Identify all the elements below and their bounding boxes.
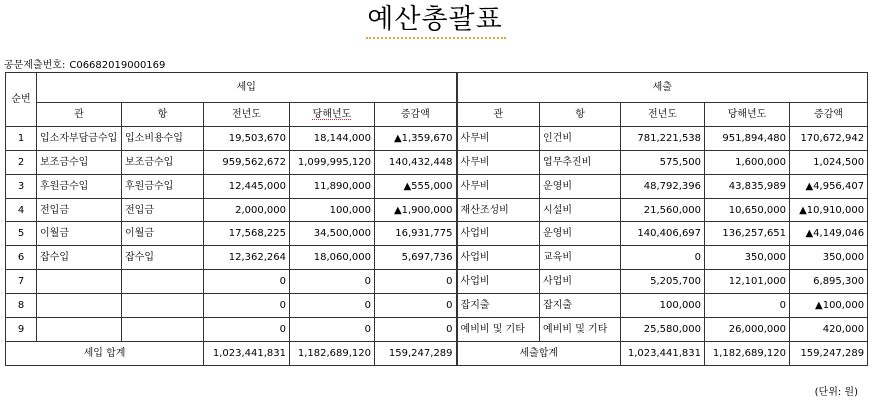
expense-current-year: 350,000 — [705, 246, 790, 270]
revenue-total-label: 세입 합계 — [6, 341, 204, 365]
expense-hang: 인건비 — [540, 126, 621, 150]
expense-change: 350,000 — [790, 246, 868, 270]
header-expense-prev: 전년도 — [621, 103, 705, 127]
revenue-hang — [122, 270, 204, 294]
revenue-gwan: 입소자부담금수입 — [37, 126, 122, 150]
expense-prev-year: 48,792,396 — [621, 174, 705, 198]
revenue-change: ▲1,359,670 — [375, 126, 457, 150]
revenue-hang: 보조금수입 — [122, 150, 204, 174]
revenue-gwan: 보조금수입 — [37, 150, 122, 174]
expense-current-year: 0 — [705, 294, 790, 318]
expense-prev-year: 781,221,538 — [621, 126, 705, 150]
expense-hang: 교육비 — [540, 246, 621, 270]
expense-gwan: 재산조성비 — [457, 198, 540, 222]
revenue-current-year: 34,500,000 — [290, 222, 375, 246]
revenue-current-year: 100,000 — [290, 198, 375, 222]
expense-current-year: 43,835,989 — [705, 174, 790, 198]
expense-gwan: 잡지출 — [457, 294, 540, 318]
revenue-current-year: 1,099,995,120 — [290, 150, 375, 174]
header-expense-gwan: 관 — [457, 103, 540, 127]
expense-hang: 시설비 — [540, 198, 621, 222]
expense-current-year: 951,894,480 — [705, 126, 790, 150]
revenue-prev-year: 12,445,000 — [204, 174, 290, 198]
revenue-current-year: 0 — [290, 270, 375, 294]
table-row — [6, 222, 868, 246]
revenue-gwan — [37, 294, 122, 318]
revenue-change: 0 — [375, 318, 457, 342]
expense-total-prev: 1,023,441,831 — [621, 341, 705, 365]
revenue-total-cur: 1,182,689,120 — [290, 341, 375, 365]
expense-change: ▲100,000 — [790, 294, 868, 318]
revenue-gwan — [37, 270, 122, 294]
title-underline — [366, 37, 506, 39]
revenue-change: 0 — [375, 270, 457, 294]
expense-total-cur: 1,182,689,120 — [705, 341, 790, 365]
revenue-hang — [122, 318, 204, 342]
expense-gwan: 사업비 — [457, 270, 540, 294]
expense-prev-year: 25,580,000 — [621, 318, 705, 342]
revenue-change: ▲1,900,000 — [375, 198, 457, 222]
table-row — [6, 318, 868, 342]
table-row — [6, 150, 868, 174]
header-expense-change: 증감액 — [790, 103, 868, 127]
expense-hang: 운영비 — [540, 174, 621, 198]
expense-total-change: 159,247,289 — [790, 341, 868, 365]
table-row — [6, 126, 868, 150]
expense-gwan: 사무비 — [457, 174, 540, 198]
doc-number-label: 공문제출번호: — [4, 60, 66, 71]
row-order: 4 — [6, 198, 37, 222]
revenue-prev-year: 17,568,225 — [204, 222, 290, 246]
revenue-prev-year: 19,503,670 — [204, 126, 290, 150]
header-expense-cur: 당해년도 — [705, 103, 790, 127]
revenue-current-year: 11,890,000 — [290, 174, 375, 198]
revenue-hang: 이월금 — [122, 222, 204, 246]
header-revenue-gwan: 관 — [37, 103, 122, 127]
revenue-gwan — [37, 318, 122, 342]
revenue-current-year: 18,144,000 — [290, 126, 375, 150]
expense-prev-year: 575,500 — [621, 150, 705, 174]
table-row — [6, 174, 868, 198]
revenue-gwan: 전입금 — [37, 198, 122, 222]
expense-current-year: 12,101,000 — [705, 270, 790, 294]
expense-change: 420,000 — [790, 318, 868, 342]
header-revenue: 세입 — [37, 73, 457, 103]
expense-change: 1,024,500 — [790, 150, 868, 174]
row-order: 7 — [6, 270, 37, 294]
expense-change: 6,895,300 — [790, 270, 868, 294]
expense-prev-year: 100,000 — [621, 294, 705, 318]
expense-change: ▲10,910,000 — [790, 198, 868, 222]
expense-change: ▲4,149,046 — [790, 222, 868, 246]
revenue-change: 16,931,775 — [375, 222, 457, 246]
expense-gwan: 예비비 및 기타 — [457, 318, 540, 342]
row-order: 9 — [6, 318, 37, 342]
doc-number-value: C06682019000169 — [69, 60, 166, 71]
page-title: 예산총괄표 — [367, 4, 503, 35]
revenue-hang: 후원금수입 — [122, 174, 204, 198]
header-revenue-change: 증감액 — [375, 103, 457, 127]
revenue-hang: 전입금 — [122, 198, 204, 222]
revenue-gwan: 이월금 — [37, 222, 122, 246]
expense-total-label: 세출합계 — [457, 341, 621, 365]
unit-note: (단위: 원) — [814, 387, 858, 398]
expense-current-year: 10,650,000 — [705, 198, 790, 222]
revenue-current-year: 0 — [290, 294, 375, 318]
header-order: 순번 — [6, 73, 37, 127]
expense-change: ▲4,956,407 — [790, 174, 868, 198]
totals-row — [6, 341, 868, 365]
revenue-current-year: 18,060,000 — [290, 246, 375, 270]
revenue-hang: 잡수입 — [122, 246, 204, 270]
expense-hang: 잡지출 — [540, 294, 621, 318]
expense-hang: 사업비 — [540, 270, 621, 294]
table-row — [6, 198, 868, 222]
expense-gwan: 사업비 — [457, 222, 540, 246]
revenue-change: 0 — [375, 294, 457, 318]
header-revenue-cur: 당해년도 — [290, 103, 375, 127]
row-order: 2 — [6, 150, 37, 174]
expense-hang: 예비비 및 기타 — [540, 318, 621, 342]
expense-gwan: 사무비 — [457, 126, 540, 150]
table-row — [6, 294, 868, 318]
revenue-prev-year: 2,000,000 — [204, 198, 290, 222]
revenue-prev-year: 12,362,264 — [204, 246, 290, 270]
budget-summary-table — [5, 72, 868, 366]
table-row — [6, 270, 868, 294]
revenue-hang: 입소비용수입 — [122, 126, 204, 150]
expense-change: 170,672,942 — [790, 126, 868, 150]
row-order: 1 — [6, 126, 37, 150]
header-expense: 세출 — [457, 73, 868, 103]
row-order: 5 — [6, 222, 37, 246]
expense-prev-year: 0 — [621, 246, 705, 270]
header-revenue-prev: 전년도 — [204, 103, 290, 127]
expense-current-year: 1,600,000 — [705, 150, 790, 174]
revenue-current-year: 0 — [290, 318, 375, 342]
revenue-prev-year: 959,562,672 — [204, 150, 290, 174]
revenue-change: 5,697,736 — [375, 246, 457, 270]
revenue-prev-year: 0 — [204, 270, 290, 294]
revenue-change: ▲555,000 — [375, 174, 457, 198]
table-row — [6, 246, 868, 270]
row-order: 3 — [6, 174, 37, 198]
revenue-gwan: 잡수입 — [37, 246, 122, 270]
expense-hang: 업무추진비 — [540, 150, 621, 174]
expense-current-year: 26,000,000 — [705, 318, 790, 342]
expense-current-year: 136,257,651 — [705, 222, 790, 246]
header-expense-hang: 항 — [540, 103, 621, 127]
revenue-prev-year: 0 — [204, 318, 290, 342]
header-revenue-hang: 항 — [122, 103, 204, 127]
revenue-total-change: 159,247,289 — [375, 341, 457, 365]
expense-prev-year: 140,406,697 — [621, 222, 705, 246]
revenue-gwan: 후원금수입 — [37, 174, 122, 198]
revenue-hang — [122, 294, 204, 318]
revenue-total-prev: 1,023,441,831 — [204, 341, 290, 365]
expense-gwan: 사업비 — [457, 246, 540, 270]
row-order: 6 — [6, 246, 37, 270]
expense-gwan: 사무비 — [457, 150, 540, 174]
doc-number — [4, 59, 165, 73]
row-order: 8 — [6, 294, 37, 318]
expense-prev-year: 21,560,000 — [621, 198, 705, 222]
revenue-change: 140,432,448 — [375, 150, 457, 174]
expense-prev-year: 5,205,700 — [621, 270, 705, 294]
revenue-prev-year: 0 — [204, 294, 290, 318]
expense-hang: 운영비 — [540, 222, 621, 246]
